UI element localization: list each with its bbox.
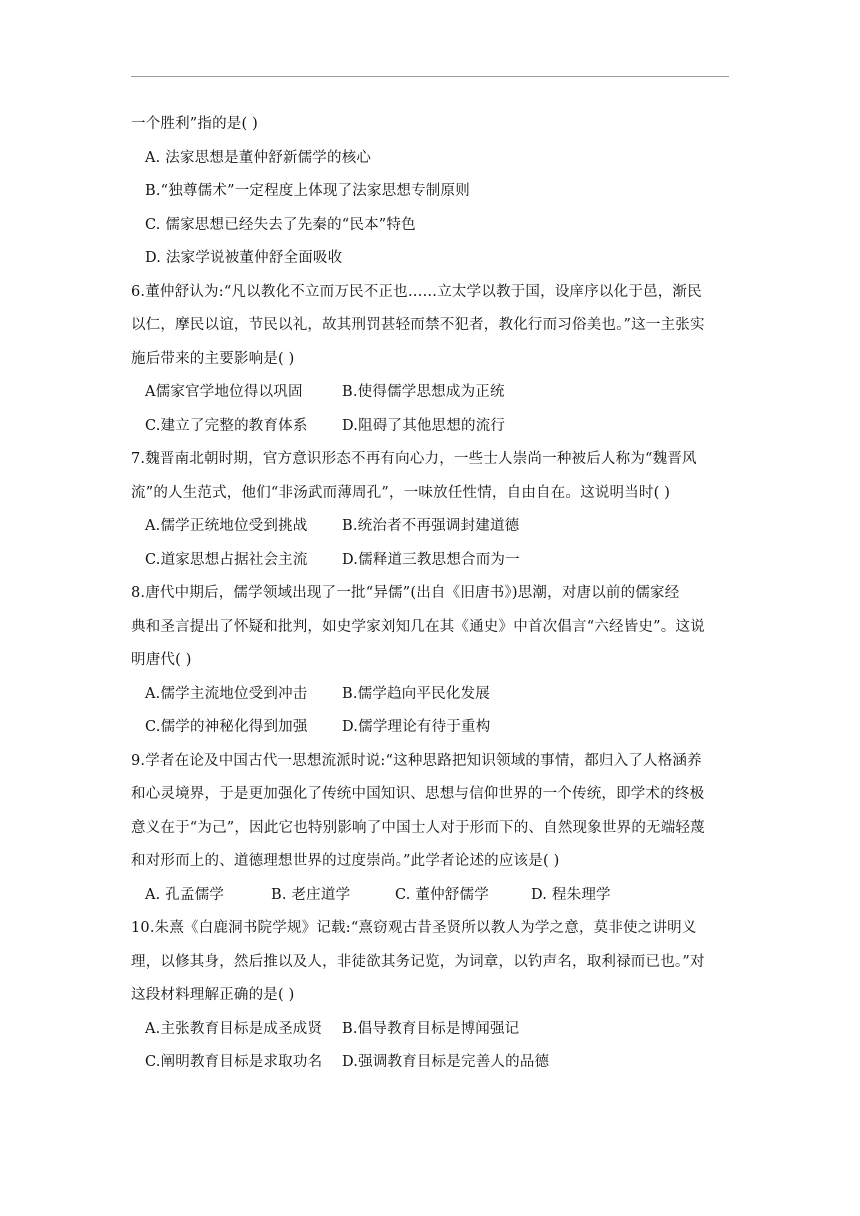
q10-stem-line-2: 理，以修其身，然后推以及人，非徒欲其务记览，为词章，以钓声名，取利禄而已也。”对	[131, 953, 705, 970]
q10-options-row-2	[131, 1046, 731, 1080]
q8-option-a: A.儒学主流地位受到冲击	[145, 685, 308, 702]
q7-options-row-2	[131, 544, 731, 578]
header-rule	[131, 76, 729, 77]
q10-option-a: A.主张教育目标是成圣成贤	[145, 1020, 323, 1037]
q7-option-b: B.统治者不再强调封建道德	[342, 518, 520, 534]
q9-option-c: C. 董仲舒儒学	[395, 886, 489, 903]
q6-stem-line-1: 6.董仲舒认为:“凡以教化不立而万民不正也……立太学以教于国，设庠序以化于邑，渐民	[131, 283, 702, 300]
q9-option-d: D. 程朱理学	[531, 886, 611, 903]
q9-stem-line-4: 和对形而上的、道德理想世界的过度崇尚。”此学者论述的应该是( )	[131, 853, 560, 869]
q6-stem-line-3: 施后带来的主要影响是( )	[131, 350, 295, 367]
q5-option-c: C. 儒家思想已经失去了先秦的“民本”特色	[145, 216, 416, 233]
q8-options-row-1	[131, 678, 731, 712]
q7-option-d: D.儒释道三教思想合而为一	[342, 551, 520, 568]
q6-stem-line-2: 以仁，摩民以谊，节民以礼，故其刑罚甚轻而禁不犯者，教化行而习俗美也。”这一主张实	[131, 317, 705, 333]
q6-option-b: B.使得儒学思想成为正统	[342, 384, 505, 400]
q6-option-a: A儒家官学地位得以巩固	[145, 384, 303, 400]
q8-stem-line-1: 8.唐代中期后，儒学领域出现了一批“异儒”(出自《旧唐书》)思潮，对唐以前的儒家经	[131, 585, 680, 601]
q8-stem-line-3: 明唐代( )	[131, 652, 192, 668]
q9-stem-line-2: 和心灵境界，于是更加强化了传统中国知识、思想与信仰世界的一个传统，即学术的终极	[131, 786, 705, 802]
q6-option-c: C.建立了完整的教育体系	[145, 417, 308, 434]
q10-stem-line-3: 这段材料理解正确的是( )	[131, 987, 295, 1003]
q6-options-row-1	[131, 376, 731, 410]
q7-option-c: C.道家思想占据社会主流	[145, 551, 308, 568]
q8-option-c: C.儒学的神秘化得到加强	[145, 719, 308, 735]
q10-option-b: B.倡导教育目标是博闻强记	[342, 1020, 520, 1037]
q5-stem-end: 一个胜利”指的是( )	[131, 116, 259, 132]
q10-options-row-1	[131, 1013, 731, 1047]
q9-stem-line-3: 意义在于“为己”，因此它也特别影响了中国士人对于形而下的、自然现象世界的无端轻蔑	[131, 819, 705, 836]
q9-options-row	[131, 879, 731, 913]
q10-option-c: C.阐明教育目标是求取功名	[145, 1054, 323, 1070]
q6-options-row-2	[131, 410, 731, 444]
q10-option-d: D.强调教育目标是完善人的品德	[342, 1054, 550, 1070]
q6-option-d: D.阻碍了其他思想的流行	[342, 417, 506, 434]
q5-option-d: D. 法家学说被董仲舒全面吸收	[145, 250, 343, 266]
q8-stem-line-2: 典和圣言提出了怀疑和批判，如史学家刘知几在其《通史》中首次倡言“六经皆史”。这说	[131, 618, 705, 635]
q10-stem-line-1: 10.朱熹《白鹿洞书院学规》记载:“熹窃观古昔圣贤所以教人为学之意，莫非使之讲明义	[131, 920, 697, 936]
q7-stem-line-2: 流”的人生范式，他们“非汤武而薄周孔”，一味放任性情，自由自在。这说明当时( )	[131, 484, 671, 501]
q7-stem-line-1: 7.魏晋南北朝时期，官方意识形态不再有向心力，一些士人崇尚一种被后人称为“魏晋风	[131, 451, 697, 467]
q9-option-b: B. 老庄道学	[271, 886, 351, 903]
q8-option-d: D.儒学理论有待于重构	[342, 719, 491, 735]
q5-option-a: A. 法家思想是董仲舒新儒学的核心	[145, 149, 372, 166]
q7-option-a: A.儒学正统地位受到挑战	[145, 518, 308, 534]
q7-options-row-1	[131, 510, 731, 544]
q9-option-a: A. 孔孟儒学	[145, 886, 225, 903]
q8-options-row-2	[131, 711, 731, 745]
q8-option-b: B.儒学趋向平民化发展	[342, 685, 490, 702]
q9-stem-line-1: 9.学者在论及中国古代一思想流派时说:“这种思路把知识领域的事情，都归入了人格涵养	[131, 752, 702, 769]
exam-page-content	[131, 108, 731, 1080]
q5-option-b: B.“独尊儒术”一定程度上体现了法家思想专制原则	[145, 183, 470, 199]
